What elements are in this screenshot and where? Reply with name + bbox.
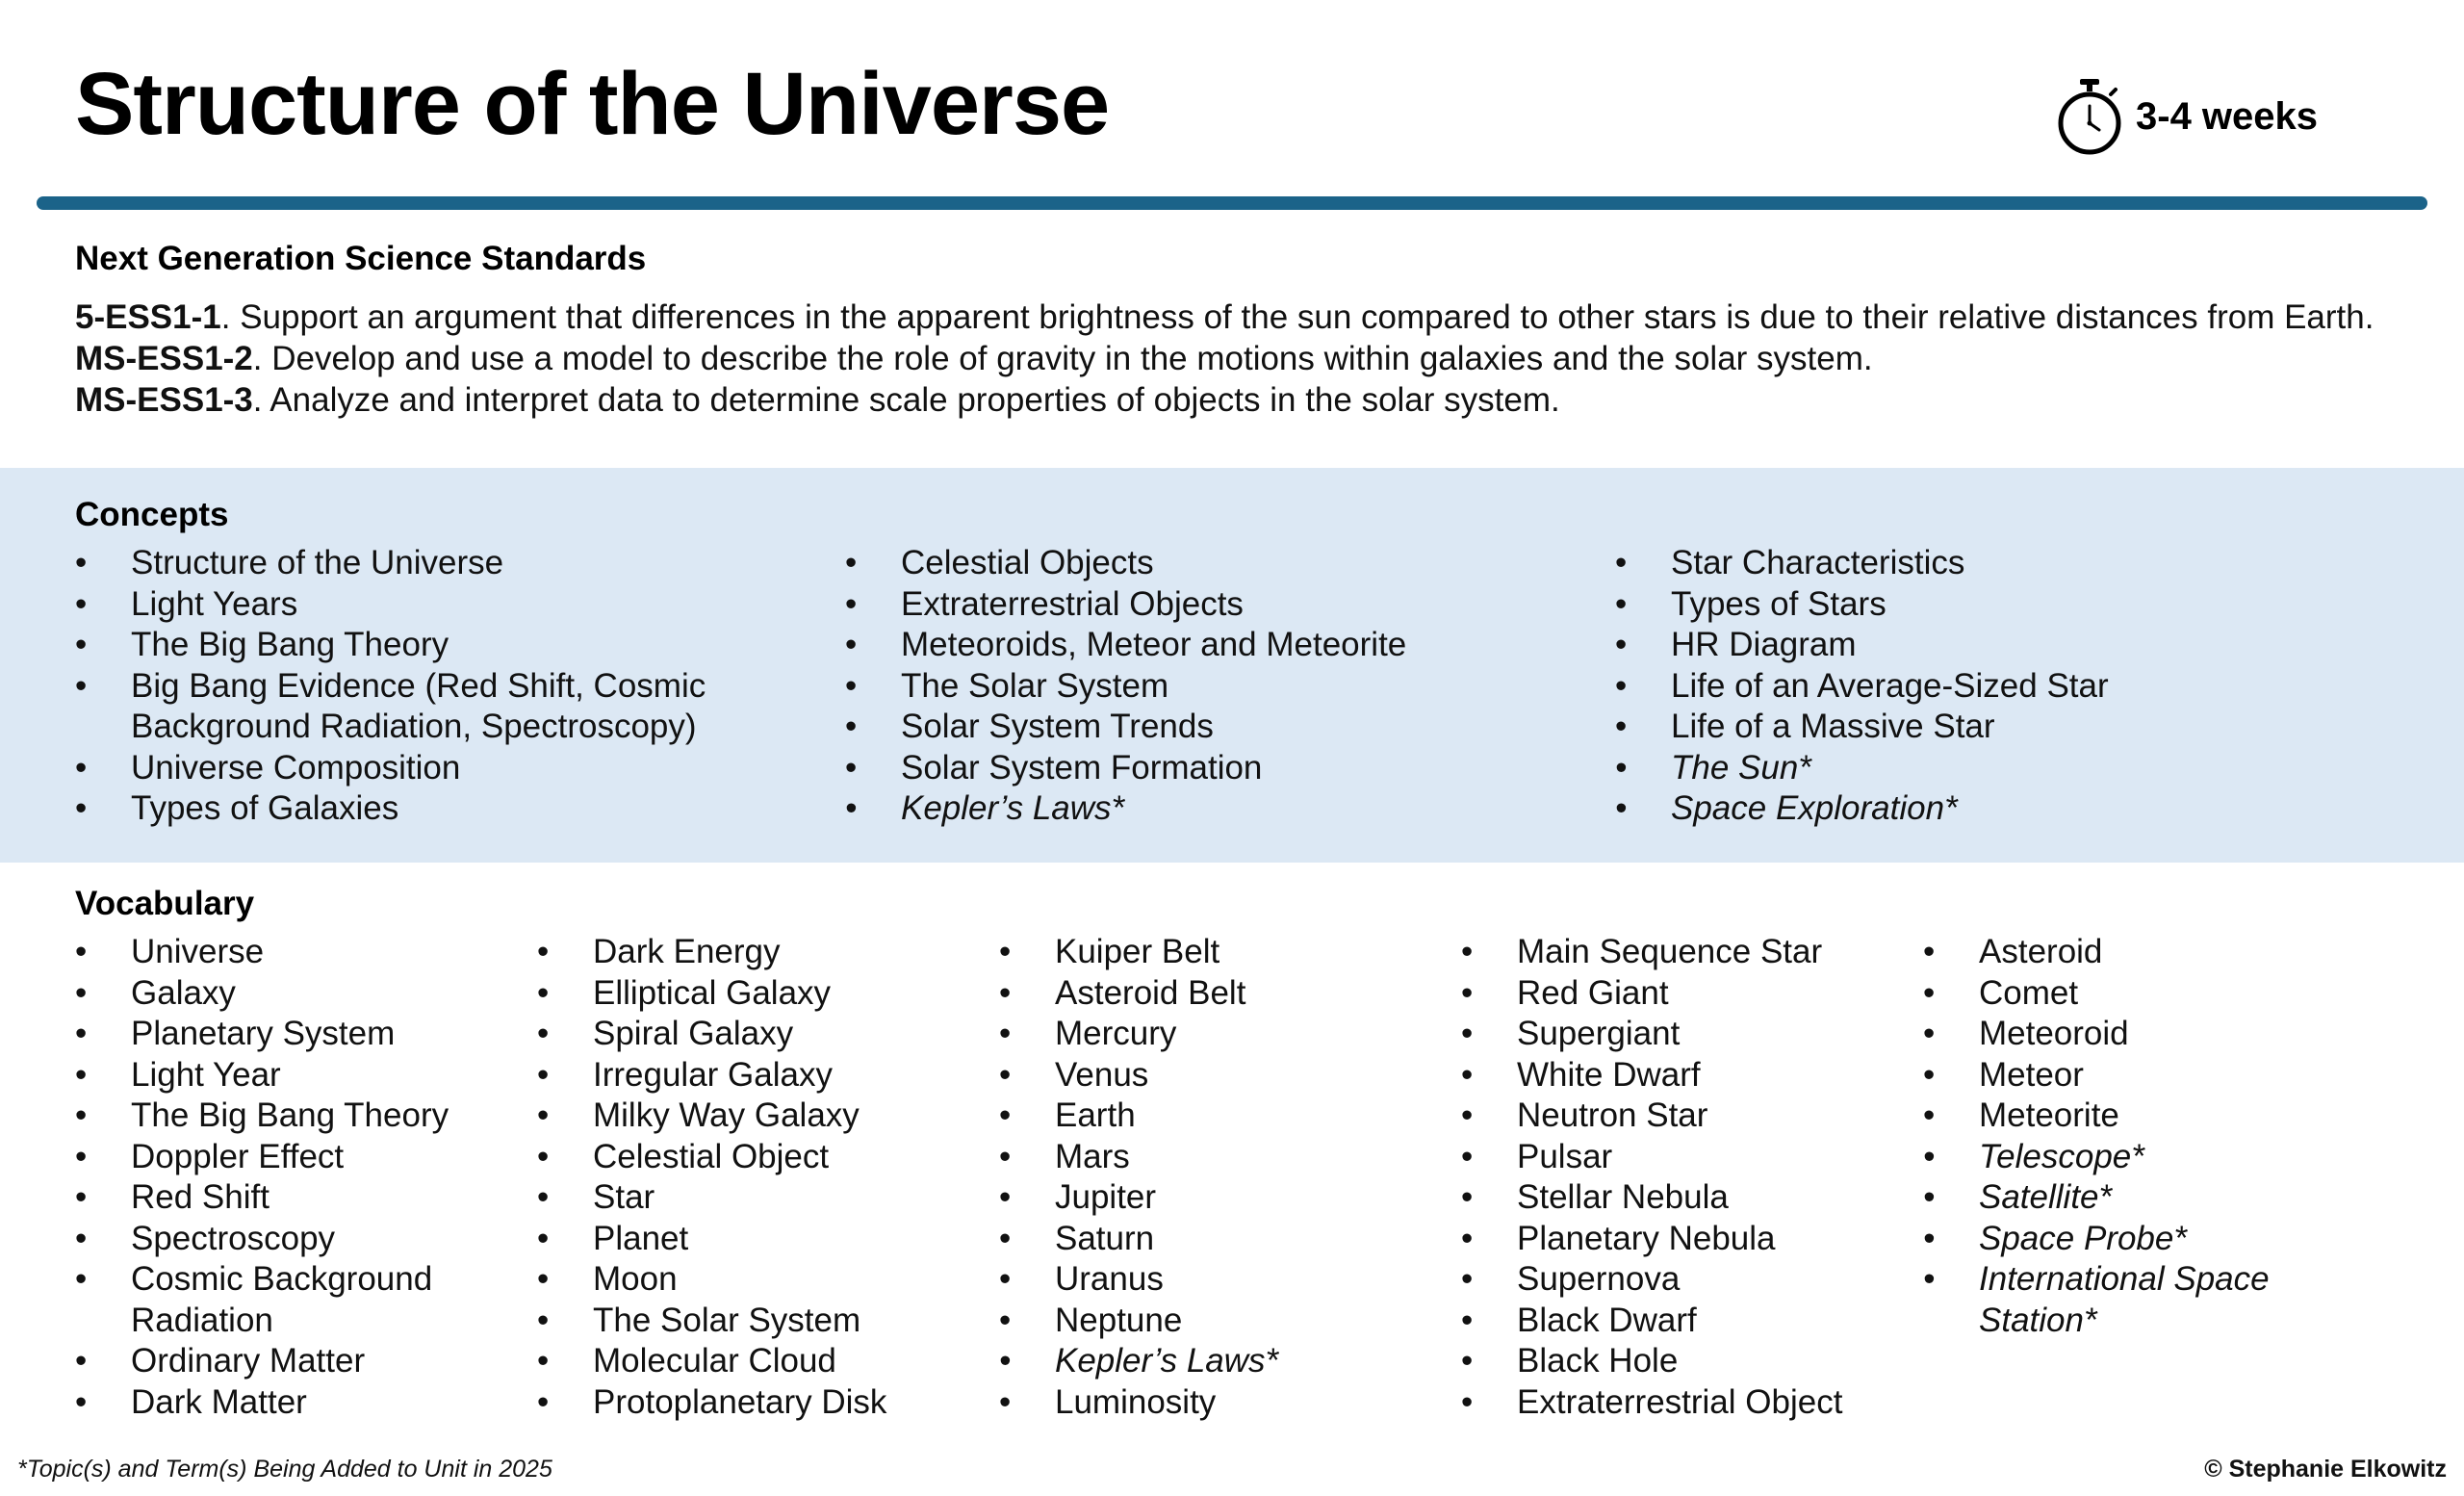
vocab-item: • Spiral Galaxy — [537, 1014, 989, 1055]
vocab-item: • Milky Way Galaxy — [537, 1096, 989, 1137]
vocab-item: • Mercury — [999, 1014, 1451, 1055]
vocab-item: • Universe — [75, 932, 499, 973]
vocabulary-heading: Vocabulary — [75, 885, 255, 922]
vocabulary-column-3 — [999, 932, 1451, 1423]
concepts-column-1 — [75, 543, 807, 830]
concept-item: • Kepler’s Laws* — [845, 788, 1577, 830]
vocab-item: • Supernova — [1461, 1259, 1913, 1301]
vocab-item: • Protoplanetary Disk — [537, 1382, 989, 1424]
page-header — [0, 0, 2464, 207]
vocab-item: • Uranus — [999, 1259, 1451, 1301]
header-divider — [37, 196, 2427, 210]
vocab-item: • Supergiant — [1461, 1014, 1913, 1055]
vocab-item: • The Big Bang Theory — [75, 1096, 499, 1137]
concept-item: • Solar System Formation — [845, 748, 1577, 789]
standard-item — [75, 297, 2404, 338]
vocab-item: • Light Year — [75, 1055, 499, 1096]
vocab-item: • Elliptical Galaxy — [537, 973, 989, 1015]
standards-section — [75, 239, 2404, 421]
vocab-item: • Meteor — [1923, 1055, 2347, 1096]
concept-item: • Structure of the Universe — [75, 543, 807, 584]
standards-heading: Next Generation Science Standards — [75, 240, 647, 277]
vocab-item: • Pulsar — [1461, 1137, 1913, 1178]
concept-item: • Types of Galaxies — [75, 788, 807, 830]
vocab-item: • Jupiter — [999, 1177, 1451, 1219]
vocab-item: • Planetary System — [75, 1014, 499, 1055]
vocab-item: • Mars — [999, 1137, 1451, 1178]
vocab-item: • Stellar Nebula — [1461, 1177, 1913, 1219]
vocab-item: • Red Shift — [75, 1177, 499, 1219]
page-title: Structure of the Universe — [75, 55, 1110, 153]
vocab-item: • Space Probe* — [1923, 1219, 2347, 1260]
standard-code: 5-ESS1-1 — [75, 298, 221, 336]
vocab-item: • Asteroid Belt — [999, 973, 1451, 1015]
vocab-item: • Black Dwarf — [1461, 1301, 1913, 1342]
vocab-item: • Doppler Effect — [75, 1137, 499, 1178]
vocab-item: • Asteroid — [1923, 932, 2347, 973]
stopwatch-icon — [2055, 77, 2124, 156]
vocab-item: • Molecular Cloud — [537, 1341, 989, 1382]
concept-item: • Universe Composition — [75, 748, 807, 789]
vocab-item: • Dark Matter — [75, 1382, 499, 1424]
standard-item — [75, 379, 2404, 421]
vocabulary-column-1 — [75, 932, 499, 1423]
concept-item: • Celestial Objects — [845, 543, 1577, 584]
concept-item: • Extraterrestrial Objects — [845, 584, 1577, 626]
concepts-section — [0, 468, 2464, 863]
concept-item: • Big Bang Evidence (Red Shift, Cosmic Background Radiation, Spectroscopy) — [75, 666, 757, 748]
vocab-item: • Planet — [537, 1219, 989, 1260]
duration-badge — [2055, 75, 2318, 158]
concepts-column-3 — [1615, 543, 2347, 830]
footnote: *Topic(s) and Term(s) Being Added to Unit in 2025 — [17, 1456, 552, 1483]
vocab-item: • Star — [537, 1177, 989, 1219]
standard-code: MS-ESS1-2 — [75, 340, 253, 377]
concept-item: • HR Diagram — [1615, 625, 2347, 666]
vocab-item: • Cosmic Background Radiation — [75, 1259, 477, 1341]
vocab-item: • Earth — [999, 1096, 1451, 1137]
vocab-item: • Red Giant — [1461, 973, 1913, 1015]
concept-item: • Star Characteristics — [1615, 543, 2347, 584]
vocabulary-column-2 — [537, 932, 989, 1423]
vocab-item: • Satellite* — [1923, 1177, 2347, 1219]
concepts-column-2 — [845, 543, 1577, 830]
vocab-item: • Neptune — [999, 1301, 1451, 1342]
vocab-item: • Meteorite — [1923, 1096, 2347, 1137]
standard-text: . Analyze and interpret data to determine scale properties of objects in the solar system. — [252, 381, 1560, 419]
vocab-item: • Venus — [999, 1055, 1451, 1096]
vocab-item: • Black Hole — [1461, 1341, 1913, 1382]
copyright: © Stephanie Elkowitz — [2204, 1456, 2447, 1483]
vocab-item: • Celestial Object — [537, 1137, 989, 1178]
vocab-item: • Planetary Nebula — [1461, 1219, 1913, 1260]
concept-item: • Light Years — [75, 584, 807, 626]
standard-item — [75, 338, 2404, 379]
vocab-item: • Spectroscopy — [75, 1219, 499, 1260]
vocab-item: • Irregular Galaxy — [537, 1055, 989, 1096]
concept-item: • Space Exploration* — [1615, 788, 2347, 830]
vocabulary-section — [0, 884, 2464, 1442]
vocab-item: • Extraterrestrial Object — [1461, 1382, 1913, 1424]
standard-text: . Develop and use a model to describe the role of gravity in the motions within galaxies and the solar system. — [252, 340, 1873, 377]
vocab-item: • White Dwarf — [1461, 1055, 1913, 1096]
vocab-item: • Galaxy — [75, 973, 499, 1015]
vocab-item: • Kepler’s Laws* — [999, 1341, 1451, 1382]
vocab-item: • Main Sequence Star — [1461, 932, 1913, 973]
duration-label: 3-4 weeks — [2136, 94, 2319, 138]
concept-item: • The Sun* — [1615, 748, 2347, 789]
vocab-item: • Dark Energy — [537, 932, 989, 973]
vocab-item: • The Solar System — [537, 1301, 989, 1342]
vocab-item: • Comet — [1923, 973, 2347, 1015]
vocab-item: • Neutron Star — [1461, 1096, 1913, 1137]
vocabulary-column-4 — [1461, 932, 1913, 1423]
concept-item: • Solar System Trends — [845, 707, 1577, 748]
concepts-heading: Concepts — [75, 496, 229, 533]
standard-code: MS-ESS1-3 — [75, 381, 253, 419]
concept-item: • The Solar System — [845, 666, 1577, 708]
concept-item: • Meteoroids, Meteor and Meteorite — [845, 625, 1577, 666]
vocab-item: • Saturn — [999, 1219, 1451, 1260]
vocab-item: • Kuiper Belt — [999, 932, 1451, 973]
vocab-item: • International Space Station* — [1923, 1259, 2325, 1341]
standard-text: . Support an argument that differences in the apparent brightness of the sun compared to other stars is due to their relative distances from Earth. — [220, 298, 2374, 336]
vocab-item: • Luminosity — [999, 1382, 1451, 1424]
vocabulary-column-5 — [1923, 932, 2347, 1341]
vocab-item: • Meteoroid — [1923, 1014, 2347, 1055]
concept-item: • Life of a Massive Star — [1615, 707, 2347, 748]
concept-item: • Life of an Average-Sized Star — [1615, 666, 2347, 708]
vocab-item: • Moon — [537, 1259, 989, 1301]
vocab-item: • Ordinary Matter — [75, 1341, 499, 1382]
concept-item: • Types of Stars — [1615, 584, 2347, 626]
vocab-item: • Telescope* — [1923, 1137, 2347, 1178]
concept-item: • The Big Bang Theory — [75, 625, 807, 666]
